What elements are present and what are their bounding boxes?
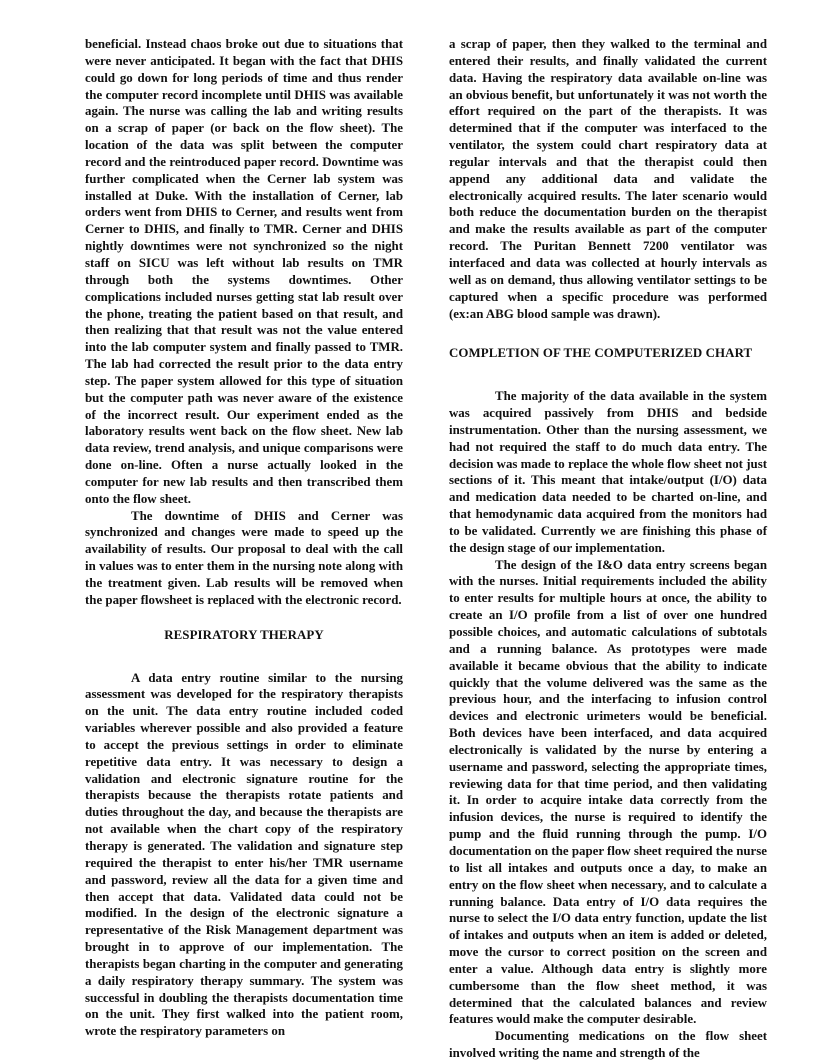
section-heading: RESPIRATORY THERAPY [164,627,324,642]
section-heading: COMPLETION OF THE COMPUTERIZED CHART [449,346,753,361]
paragraph: beneficial. Instead chaos broke out due to situations that were never anticipated. It began with the fact that DHIS could go down for long periods of time and thus render the computer record incomplete until DHIS was available again. The nurse was calling the lab and writing results on a scrap of paper (or back on the flow sheet). The location of the data was split between the computer record and the reintroduced paper record. Downtime was further complicated when the Cerner lab system was installed at Duke. With the installation of Cerner, lab orders went from DHIS to Cerner, and results went from Cerner to DHIS, and finally to TMR. Cerner and DHIS nightly downtimes were not synchronized so the night staff on SICU was left without lab results on TMR through both the systems downtimes. Other complications included nurses getting stat lab result over the phone, treating the patient based on that result, and then realizing that that result was not the value entered into the lab computer system and finally passed to TMR. The lab had corrected the result prior to the data entry step. The paper system allowed for this type of situation but the computer path was never aware of the existence of the incorrect result. Our experiment ended as the laboratory results went back on the flow sheet. New lab data review, trend analysis, and unique comparisons were done on-line. Often a nurse actually looked in the computer for new lab results and then transcribed them onto the flow sheet. [85,37,403,506]
paragraph: The majority of the data available in the system was acquired passively from DHIS and bedside instrumentation. Other than the nursing assessment, we had not required the staff to do much data entry. The decision was made to replace the whole flow sheet not just sections of it. This meant that intake/output (I/O) data and medication data needed to be charted on-line, and that hemodynamic data acquired from the monitors had to be validated. Currently we are finishing this phase of the design stage of our implementation. [449,389,767,555]
paragraph: a scrap of paper, then they walked to the terminal and entered their results, and finally validated the current data. Having the respiratory data available on-line was an obvious benefit, but unfortunately it was not worth the effort required on the part of the therapists. It was determined that if the computer was interfaced to the ventilator, the system could chart respiratory data at regular intervals and that the therapist could then append any additional data and validate the electronically acquired results. The later scenario would both reduce the documentation burden on the therapist and make the results available as part of the computer record. The Puritan Bennett 7200 ventilator was interfaced and data was collected at hourly intervals as well as on demand, thus allowing ventilator settings to be captured when a specific procedure was performed (ex:an ABG blood sample was drawn). [449,37,767,321]
left-column [85,36,403,1040]
paragraph: The design of the I&O data entry screens began with the nurses. Initial requirements included the ability to enter results for multiple hours at once, the ability to create an I/O profile from a list of over one hundred possible choices, and automatic calculations of subtotals and a running balance. As prototypes were made available it became obvious that the ability to indicate quickly that the volume delivered was the same as the previous hour, and the interfacing to infusion control devices and electronic urimeters would be beneficial. Both devices have been interfaced, and data acquired electronically is validated by the nurse by entering a username and password, selecting the appropriate times, reviewing data for that time period, and then validating it. In order to acquire intake data correctly from the infusion devices, the nurse is required to identify the pump and the fluid running through the pump. I/O documentation on the paper flow sheet required the nurse to list all intakes and outputs once a day, to make an entry on the flow sheet when necessary, and to calculate a running balance. Data entry of I/O data requires the nurse to select the I/O data entry function, update the list of intakes and outputs when an item is added or deleted, move the cursor to correct position on the screen and enter a value. Although data entry is slightly more cumbersome than the flow sheet method, it was determined that the calculated balances and review features would make the computer desirable. [449,557,767,1027]
paragraph: A data entry routine similar to the nursing assessment was developed for the respiratory therapists on the unit. The data entry routine included coded variables wherever possible and also provided a feature to accept the previous settings in order to eliminate repetitive data entry. It was necessary to design a validation and electronic signature routine for the therapists because the therapists rotate patients and duties throughout the day, and because the therapists are not available when the chart copy of the respiratory therapy is generated. The validation and signature step required the therapist to enter his/her TMR username and password, review all the data for a given time and then accept that data. Validated data could not be modified. In the design of the electronic signature a representative of the Risk Management department was brought in to approve of our implementation. The therapists began charting in the computer and generating a daily respiratory therapy summary. The system was successful in doubling the therapists documentation time on the unit. They first walked into the patient room, wrote the respiratory parameters on [85,670,403,1039]
right-column [449,36,767,1062]
paragraph: The downtime of DHIS and Cerner was synchronized and changes were made to speed up the availability of results. Our proposal to deal with the call in values was to enter them in the nursing note along with the treatment given. Lab results will be removed when the paper flowsheet is replaced with the electronic record. [85,508,403,607]
paragraph: Documenting medications on the flow sheet involved writing the name and strength of the [449,1029,767,1061]
